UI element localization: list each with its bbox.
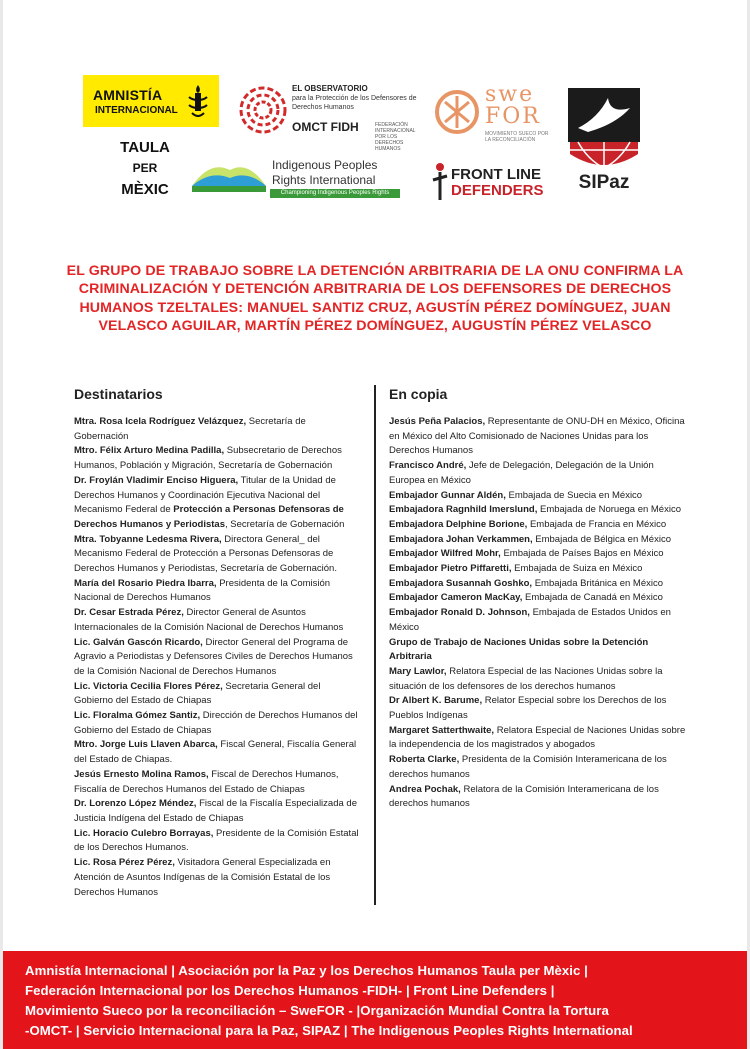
contact-name: Lic. Horacio Culebro Borrayas, [74,827,214,839]
contact-entry [389,694,689,723]
contact-name: Andrea Pochak, [389,783,461,795]
contact-entry [389,562,689,577]
sipaz-logo [568,88,640,198]
footer-line-3: Movimiento Sueco por la reconciliación – SweFOR - |Organización Mundial Contra la Tortura [25,1003,609,1018]
contact-description-bold: Protección a Personas Defensoras de Derechos Humanos y Periodistas [74,504,344,530]
contact-entry [389,665,689,694]
footer-line-1: Amnistía Internacional | Asociación por la Paz y los Derechos Humanos Taula per Mèxic | [25,963,588,978]
column-divider [374,385,376,905]
contact-description: Dirección de Derechos Humanos del Gobierno del Estado de Chiapas [74,710,358,736]
contact-name: María del Rosario Piedra Ibarra, [74,577,217,589]
contact-description: Visitadora General Especializada en Atención de Asuntos Indígenas de la Comisión Estatal de los Derechos Humanos [74,857,331,898]
taula-logo-line1: TAULA [120,139,170,156]
contact-description: Embajada de Francia en México [527,518,667,530]
contact-name: Embajadora Susannah Goshko, [389,577,533,589]
contact-description: Relator Especial sobre los Derechos de los Pueblos Indígenas [389,695,667,722]
footer-line-2: Federación Internacional por los Derechos Humanos -FIDH- | Front Line Defenders | [25,983,555,998]
contact-description: Presidente de la Comisión Estatal de los Derechos Humanos. [74,827,359,854]
contact-entry [389,518,689,533]
contact-name: Embajador Wilfred Mohr, [389,548,501,560]
contact-description: Directora General_ del Mecanismo Federal de Protección a Personas Defensoras de Derechos Humanos y Periodistas, Secretaría de Gobernación. [74,533,337,575]
contact-name: Mtro. Jorge Luis Llaven Abarca, [74,739,218,751]
contact-name: Embajadora Johan Verkammen, [389,533,533,545]
ipri-line3: Championing Indigenous Peoples Rights [270,189,400,198]
bird-icon [568,88,640,142]
contact-description: Embajada de Estados Unidos en México [389,607,671,633]
contact-entry [74,444,359,473]
contact-entry [389,459,689,488]
footer-line-4: -OMCT- | Servicio Internacional para la Paz, SIPAZ | The Indigenous Peoples Rights International [25,1023,633,1038]
swefor-line1: swe [485,82,535,107]
swefor-emblem-icon [433,88,481,136]
contact-entry [389,724,689,753]
contact-entry [389,591,689,606]
sipaz-text: SIPaz [578,172,630,193]
ipri-line2: Rights International [272,173,376,187]
contact-description: Director General de Asuntos Internacionales de la Comisión Nacional de Derechos Humanos [74,607,344,633]
taula-logo [99,137,191,200]
contact-entry [74,680,359,709]
taula-logo-line2: PER [132,161,158,175]
amnesty-logo-line1: AMNISTÍA [93,87,163,103]
contact-name: Lic. Victoria Cecilia Flores Pérez, [74,680,223,692]
contact-name: Margaret Satterthwaite, [389,724,495,736]
amnesty-logo [83,75,219,127]
contact-name: Lic. Galván Gascón Ricardo, [74,636,203,648]
contact-name: Embajador Cameron MacKay, [389,592,523,604]
observatorio-line3: OMCT FIDH [292,120,359,134]
contact-name: Dr. Cesar Estrada Pérez, [74,607,184,619]
contact-name: Mtra. Rosa Icela Rodríguez Velázquez, [74,416,247,427]
contact-name: Embajador Pietro Piffaretti, [389,563,512,575]
copy-heading: En copia [389,386,448,402]
contact-description: Embajada de Suecia en México [505,489,643,501]
contact-name: Grupo de Trabajo de Naciones Unidas sobre la Detención Arbitraria [389,636,649,663]
contact-name: Embajadora Ragnhild Imerslund, [389,504,538,516]
contact-entry [389,753,689,782]
contact-entry [389,577,689,592]
taula-logo-line3: MÈXIC [121,181,169,198]
recipients-column [74,385,359,900]
contact-entry [74,827,359,856]
recipients-heading: Destinatarios [74,386,163,402]
document-page [3,0,747,1049]
contact-entry [389,783,689,812]
sipaz-globe-icon [568,140,640,172]
contact-entry [74,797,359,826]
contact-entry [74,768,359,797]
copy-column [389,385,689,812]
contact-description: Fiscal de la Fiscalía Especializada de Justicia Indígena del Estado de Chiapas [74,798,357,824]
contact-name: Dr. Lorenzo López Méndez, [74,798,197,810]
fld-line2: DEFENDERS [451,182,544,199]
contact-description: Relatora de la Comisión Interamericana de los derechos humanos [389,783,659,810]
contact-entry [74,474,359,533]
observatorio-line2: para la Protección de los Defensores de Derechos Humanos [292,95,417,111]
contact-name: Jesús Ernesto Molina Ramos, [74,768,209,780]
contact-entry [74,636,359,680]
contact-entry [389,606,689,635]
contact-description: Embajada de Suiza en México [511,563,643,575]
contact-entry [389,415,689,459]
contact-name: Embajador Gunnar Aldén, [389,489,506,501]
footer-banner [3,951,747,1049]
contact-description: Secretaria General del Gobierno del Estado de Chiapas [74,680,321,707]
ipri-logo [190,152,405,202]
contact-name: Embajador Ronald D. Johnson, [389,607,530,619]
contact-entry [74,856,359,900]
contact-entry [389,547,689,562]
contact-description: Fiscal General, Fiscalía General del Estado de Chiapas. [74,739,357,766]
contact-description: Relatora Especial de Naciones Unidas sobre la independencia de los magistrados y abogados [389,724,686,751]
amnesty-logo-line2: INTERNACIONAL [95,105,178,116]
contact-description: Embajada de Bélgica en México [532,533,671,545]
contact-entry [74,709,359,738]
observatorio-circle-icon [237,84,289,136]
contact-entry [389,636,689,665]
contact-entry [389,533,689,548]
contact-description: Embajada de Canadá en México [522,592,663,604]
observatorio-line1: EL OBSERVATORIO [292,84,368,93]
ipri-line1: Indigenous Peoples [272,158,378,172]
contact-entry [74,533,359,577]
recipients-list [74,415,359,900]
contact-name: Dr Albert K. Barume, [389,695,483,707]
contact-description: Embajada de Países Bajos en México [500,548,664,560]
contact-entry [74,738,359,767]
contact-entry [74,577,359,606]
sipaz-bird-panel [568,88,640,142]
contact-description: Subsecretario de Derechos Humanos, Población y Migración, Secretaría de Gobernación [74,445,342,472]
observatorio-logo [235,80,425,152]
swefor-logo [433,82,558,148]
contact-description-tail: , Secretaría de Gobernación [225,518,345,530]
contact-description: Embajada de Noruega en México [537,504,681,516]
document-title: EL GRUPO DE TRABAJO SOBRE LA DETENCIÓN ARBITRARIA DE LA ONU CONFIRMA LA CRIMINALIZACIÓN Y DETENCIÓN ARBITRARIA DE LOS DEFENSORES DE DERECHOS HUMANOS TZELTALES: MANUEL SANTIZ CRUZ, AGUSTÍN PÉREZ DOMÍNGUEZ, JUAN VELASCO AGUILAR, MARTÍN PÉREZ DOMÍNGUEZ, AUGUSTÍN PÉREZ VELASCO [66,263,684,334]
contact-description: Presidenta de la Comisión Interamericana de los derechos humanos [389,754,667,780]
contact-name: Lic. Floralma Gómez Santiz, [74,710,201,722]
contact-name: Mary Lawlor, [389,665,447,677]
contact-entry [389,503,689,518]
contact-description: Jefe de Delegación, Delegación de la Unión Europea en México [389,460,654,486]
contact-description: Fiscal de Derechos Humanos, Fiscalía de Derechos Humanos del Estado de Chiapas [74,768,339,795]
swefor-line2: FOR [485,104,541,129]
contact-name: Embajadora Delphine Borione, [389,518,528,530]
contact-name: Jesús Peña Palacios, [389,416,486,427]
logos-header [3,0,747,215]
contact-entry [389,489,689,504]
contact-entry [74,606,359,635]
contact-name: Francisco André, [389,460,467,472]
ipri-landscape-icon [190,156,268,196]
contact-name: Mtro. Félix Arturo Medina Padilla, [74,445,225,457]
candle-icon [187,83,209,119]
contact-description: Representante de ONU-DH en México, Oficina en México del Alto Comisionado de Naciones Unidas para los Derechos Humanos [389,416,685,457]
contact-description: Presidenta de la Comisión Nacional de Derechos Humanos [74,577,331,604]
fld-figure-icon [431,162,449,202]
contact-name: Mtra. Tobyanne Ledesma Rivera, [74,533,222,545]
contact-description: Embajada Británica en México [532,577,664,589]
contact-description: Secretaría de Gobernación [74,416,306,442]
copy-list [389,415,689,812]
contact-description: Director General del Programa de Agravio a Periodistas y Defensores Civiles de Derechos Humanos de la Comisión Nacional de Derechos Humanos [74,636,353,677]
fld-line1: FRONT LINE [451,166,541,183]
contact-name: Roberta Clarke, [389,754,460,766]
contact-name: Lic. Rosa Pérez Pérez, [74,857,175,869]
front-line-defenders-logo [429,158,559,202]
contact-entry [74,415,359,444]
observatorio-line4: FEDERACIÓN INTERNACIONAL POR LOS DERECHOS HUMANOS [375,122,416,152]
contact-name: Dr. Froylán Vladimir Enciso Higuera, [74,474,239,486]
contact-description: Relatora Especial de las Naciones Unidas sobre la situación de los defensores de los derechos humanos [389,665,663,692]
contact-description: Titular de la Unidad de Derechos Humanos y Coordinación Ejecutiva Nacional del Mecanismo Federal de [74,474,336,516]
swefor-line3: MOVIMIENTO SUECO POR LA RECONCILIACIÓN [485,131,549,143]
